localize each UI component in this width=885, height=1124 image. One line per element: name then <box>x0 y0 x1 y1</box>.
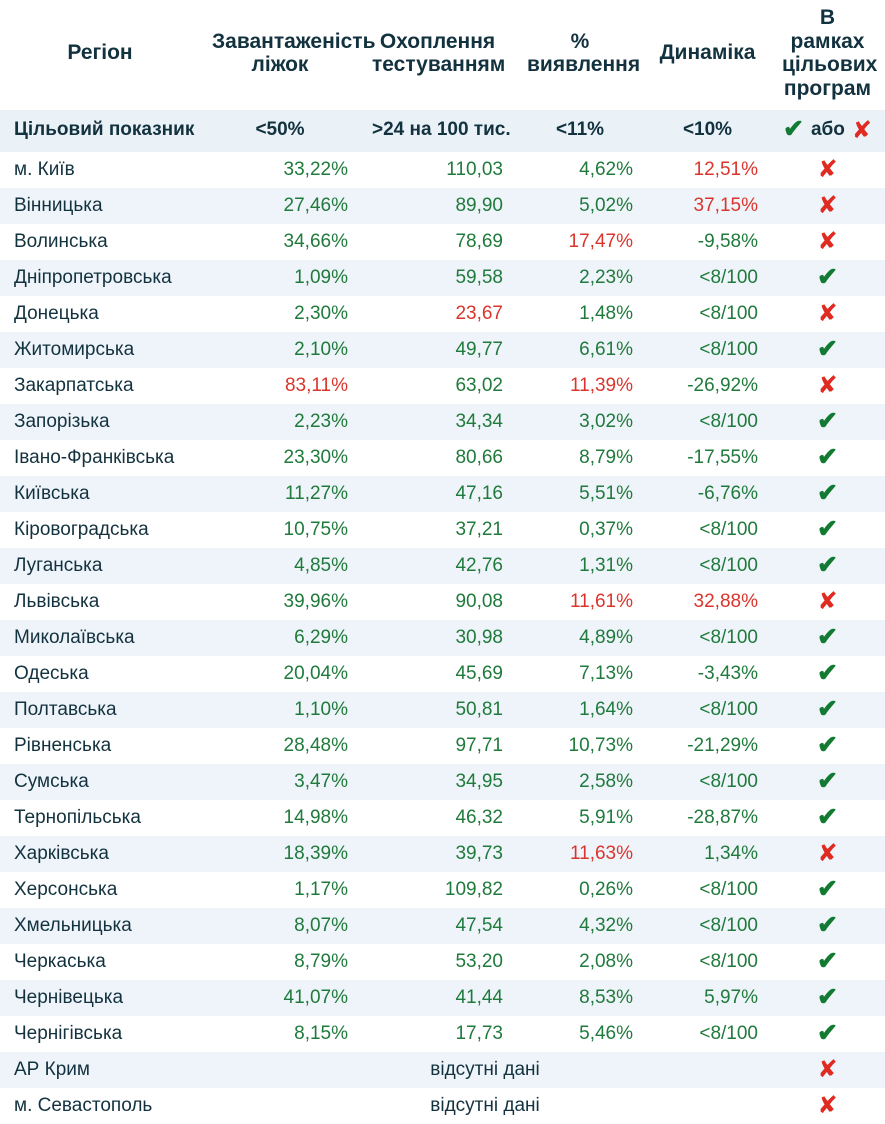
cell-detection: 0,37% <box>515 512 645 548</box>
table-row <box>0 1016 885 1052</box>
cell-region: Чернігівська <box>0 1016 200 1052</box>
cell-beds: 8,07% <box>200 908 360 944</box>
cell-dynamics: <8/100 <box>645 332 770 368</box>
target-indicator-testing: >24 на 100 тис. <box>360 110 515 152</box>
cell-dynamics: -21,29% <box>645 728 770 764</box>
cell-testing: 97,71 <box>360 728 515 764</box>
cell-region: Сумська <box>0 764 200 800</box>
cell-no-data: відсутні дані <box>200 1088 770 1124</box>
table-row <box>0 764 885 800</box>
cell-region: Тернопільська <box>0 800 200 836</box>
cell-region: Донецька <box>0 296 200 332</box>
check-icon: ✔ <box>817 407 838 436</box>
cell-region: Черкаська <box>0 944 200 980</box>
cell-target-programs <box>770 188 885 224</box>
cell-detection: 5,46% <box>515 1016 645 1052</box>
cross-icon: ✘ <box>817 587 838 616</box>
cell-testing: 47,16 <box>360 476 515 512</box>
cell-detection: 0,26% <box>515 872 645 908</box>
table-row <box>0 620 885 656</box>
cell-beds: 1,09% <box>200 260 360 296</box>
check-icon: ✔ <box>817 695 838 724</box>
target-indicator-or-label: або <box>810 118 845 140</box>
cell-beds: 4,85% <box>200 548 360 584</box>
cell-dynamics: <8/100 <box>645 692 770 728</box>
table-row <box>0 908 885 944</box>
cell-testing: 80,66 <box>360 440 515 476</box>
cell-target-programs <box>770 512 885 548</box>
check-icon: ✔ <box>817 515 838 544</box>
cross-icon: ✘ <box>817 299 838 328</box>
cell-beds: 10,75% <box>200 512 360 548</box>
cell-dynamics: <8/100 <box>645 1016 770 1052</box>
cell-target-programs <box>770 368 885 404</box>
cell-detection: 10,73% <box>515 728 645 764</box>
cell-detection: 1,64% <box>515 692 645 728</box>
check-icon: ✔ <box>817 335 838 364</box>
table-row <box>0 728 885 764</box>
column-header-testing: Охоплення тестуванням <box>360 0 515 110</box>
cell-beds: 18,39% <box>200 836 360 872</box>
cell-testing: 30,98 <box>360 620 515 656</box>
cell-beds: 2,23% <box>200 404 360 440</box>
cell-dynamics: <8/100 <box>645 872 770 908</box>
target-indicator-programs <box>770 110 885 152</box>
cell-detection: 17,47% <box>515 224 645 260</box>
cell-beds: 27,46% <box>200 188 360 224</box>
table-row <box>0 512 885 548</box>
cell-detection: 1,31% <box>515 548 645 584</box>
cell-beds: 6,29% <box>200 620 360 656</box>
cross-icon: ✘ <box>817 1091 838 1120</box>
cell-detection: 11,63% <box>515 836 645 872</box>
cell-target-programs <box>770 836 885 872</box>
cell-detection: 7,13% <box>515 656 645 692</box>
table-row <box>0 1088 885 1124</box>
cell-testing: 34,95 <box>360 764 515 800</box>
cell-dynamics: -6,76% <box>645 476 770 512</box>
cell-target-programs <box>770 692 885 728</box>
cell-region: Луганська <box>0 548 200 584</box>
cell-detection: 2,08% <box>515 944 645 980</box>
check-icon: ✔ <box>817 659 838 688</box>
cell-detection: 4,89% <box>515 620 645 656</box>
cell-region: Дніпропетровська <box>0 260 200 296</box>
cell-region: Рівненська <box>0 728 200 764</box>
cell-target-programs <box>770 260 885 296</box>
cell-detection: 3,02% <box>515 404 645 440</box>
cell-target-programs <box>770 980 885 1016</box>
cell-beds: 39,96% <box>200 584 360 620</box>
cell-beds: 23,30% <box>200 440 360 476</box>
table-row <box>0 224 885 260</box>
cell-region: Миколаївська <box>0 620 200 656</box>
table-row <box>0 332 885 368</box>
cross-icon: ✘ <box>851 115 872 144</box>
cell-beds: 34,66% <box>200 224 360 260</box>
cross-icon: ✘ <box>817 371 838 400</box>
cell-testing: 39,73 <box>360 836 515 872</box>
cell-testing: 63,02 <box>360 368 515 404</box>
cell-target-programs <box>770 548 885 584</box>
cell-beds: 1,17% <box>200 872 360 908</box>
cell-target-programs <box>770 800 885 836</box>
check-icon: ✔ <box>817 875 838 904</box>
cell-dynamics: -28,87% <box>645 800 770 836</box>
check-icon: ✔ <box>817 551 838 580</box>
target-indicator-dynamics: <10% <box>645 110 770 152</box>
cell-beds: 2,10% <box>200 332 360 368</box>
cell-region: АР Крим <box>0 1052 200 1088</box>
cell-target-programs <box>770 1088 885 1124</box>
cell-testing: 110,03 <box>360 152 515 188</box>
target-indicator-beds: <50% <box>200 110 360 152</box>
table-row <box>0 152 885 188</box>
cross-icon: ✘ <box>817 1055 838 1084</box>
table-row <box>0 836 885 872</box>
cell-beds: 28,48% <box>200 728 360 764</box>
cell-testing: 41,44 <box>360 980 515 1016</box>
table-row <box>0 692 885 728</box>
cell-detection: 2,58% <box>515 764 645 800</box>
check-icon: ✔ <box>817 983 838 1012</box>
target-indicator-row <box>0 110 885 152</box>
check-icon: ✔ <box>817 947 838 976</box>
cell-target-programs <box>770 440 885 476</box>
cell-detection: 11,39% <box>515 368 645 404</box>
cell-dynamics: 5,97% <box>645 980 770 1016</box>
table-row <box>0 260 885 296</box>
cell-target-programs <box>770 1016 885 1052</box>
cell-target-programs <box>770 404 885 440</box>
column-header-target-programs: В рамках цільових програм <box>770 0 885 110</box>
column-header-region: Регіон <box>0 0 200 110</box>
cell-detection: 6,61% <box>515 332 645 368</box>
cell-detection: 8,79% <box>515 440 645 476</box>
cell-beds: 2,30% <box>200 296 360 332</box>
table-row <box>0 188 885 224</box>
cell-target-programs <box>770 944 885 980</box>
cell-beds: 8,15% <box>200 1016 360 1052</box>
cell-target-programs <box>770 224 885 260</box>
cell-dynamics: -3,43% <box>645 656 770 692</box>
cell-dynamics: <8/100 <box>645 764 770 800</box>
cell-testing: 45,69 <box>360 656 515 692</box>
check-icon: ✔ <box>817 263 838 292</box>
cell-region: Житомирська <box>0 332 200 368</box>
cell-detection: 5,02% <box>515 188 645 224</box>
cell-testing: 59,58 <box>360 260 515 296</box>
cross-icon: ✘ <box>817 191 838 220</box>
cell-dynamics: 1,34% <box>645 836 770 872</box>
check-icon: ✔ <box>817 803 838 832</box>
cell-testing: 34,34 <box>360 404 515 440</box>
cell-dynamics: -26,92% <box>645 368 770 404</box>
cell-target-programs <box>770 584 885 620</box>
table-row <box>0 368 885 404</box>
check-icon: ✔ <box>817 479 838 508</box>
cell-region: Закарпатська <box>0 368 200 404</box>
cell-beds: 3,47% <box>200 764 360 800</box>
cell-beds: 41,07% <box>200 980 360 1016</box>
cell-beds: 33,22% <box>200 152 360 188</box>
cell-beds: 8,79% <box>200 944 360 980</box>
cross-icon: ✘ <box>817 155 838 184</box>
column-header-beds: Завантаженість ліжок <box>200 0 360 110</box>
cell-detection: 5,91% <box>515 800 645 836</box>
cell-dynamics: <8/100 <box>645 944 770 980</box>
cell-region: Київська <box>0 476 200 512</box>
cell-detection: 2,23% <box>515 260 645 296</box>
cell-region: Волинська <box>0 224 200 260</box>
cell-dynamics: -9,58% <box>645 224 770 260</box>
cell-target-programs <box>770 332 885 368</box>
cell-testing: 50,81 <box>360 692 515 728</box>
cell-region: Харківська <box>0 836 200 872</box>
cell-testing: 90,08 <box>360 584 515 620</box>
cell-target-programs <box>770 764 885 800</box>
cell-region: м. Київ <box>0 152 200 188</box>
cell-testing: 17,73 <box>360 1016 515 1052</box>
cell-dynamics: <8/100 <box>645 620 770 656</box>
column-header-detection: % виявлення <box>515 0 645 110</box>
cell-testing: 46,32 <box>360 800 515 836</box>
cell-region: Хмельницька <box>0 908 200 944</box>
cell-testing: 78,69 <box>360 224 515 260</box>
check-icon: ✔ <box>817 1019 838 1048</box>
cell-target-programs <box>770 872 885 908</box>
cell-testing: 42,76 <box>360 548 515 584</box>
cell-region: Одеська <box>0 656 200 692</box>
cell-testing: 23,67 <box>360 296 515 332</box>
cell-testing: 53,20 <box>360 944 515 980</box>
table-row <box>0 584 885 620</box>
cell-testing: 47,54 <box>360 908 515 944</box>
cell-no-data: відсутні дані <box>200 1052 770 1088</box>
cell-dynamics: <8/100 <box>645 512 770 548</box>
cell-testing: 49,77 <box>360 332 515 368</box>
table-header <box>0 0 885 110</box>
check-icon: ✔ <box>817 443 838 472</box>
table-row <box>0 656 885 692</box>
table-row <box>0 404 885 440</box>
table-row <box>0 980 885 1016</box>
check-icon: ✔ <box>817 911 838 940</box>
check-icon: ✔ <box>817 623 838 652</box>
cell-target-programs <box>770 728 885 764</box>
cross-icon: ✘ <box>817 839 838 868</box>
cell-region: Полтавська <box>0 692 200 728</box>
cell-dynamics: -17,55% <box>645 440 770 476</box>
cell-beds: 11,27% <box>200 476 360 512</box>
cell-dynamics: 32,88% <box>645 584 770 620</box>
cell-beds: 1,10% <box>200 692 360 728</box>
cell-region: Вінницька <box>0 188 200 224</box>
table-row <box>0 944 885 980</box>
column-header-dynamics: Динаміка <box>645 0 770 110</box>
check-icon: ✔ <box>817 767 838 796</box>
cell-detection: 11,61% <box>515 584 645 620</box>
cell-dynamics: 12,51% <box>645 152 770 188</box>
target-indicator-detection: <11% <box>515 110 645 152</box>
cell-target-programs <box>770 620 885 656</box>
cell-detection: 5,51% <box>515 476 645 512</box>
cell-dynamics: <8/100 <box>645 548 770 584</box>
cell-target-programs <box>770 296 885 332</box>
cell-target-programs <box>770 656 885 692</box>
cell-region: Кіровоградська <box>0 512 200 548</box>
table-row <box>0 872 885 908</box>
table-row <box>0 476 885 512</box>
cell-detection: 4,62% <box>515 152 645 188</box>
cell-dynamics: <8/100 <box>645 404 770 440</box>
table-body <box>0 110 885 1124</box>
table-row <box>0 296 885 332</box>
cell-testing: 37,21 <box>360 512 515 548</box>
cell-target-programs <box>770 1052 885 1088</box>
cell-target-programs <box>770 152 885 188</box>
cell-beds: 20,04% <box>200 656 360 692</box>
check-icon: ✔ <box>817 731 838 760</box>
cell-testing: 109,82 <box>360 872 515 908</box>
cross-icon: ✘ <box>817 227 838 256</box>
cell-region: Львівська <box>0 584 200 620</box>
table-row <box>0 800 885 836</box>
table-row <box>0 548 885 584</box>
cell-region: Запорізька <box>0 404 200 440</box>
cell-detection: 1,48% <box>515 296 645 332</box>
cell-region: Чернівецька <box>0 980 200 1016</box>
cell-region: Івано-Франківська <box>0 440 200 476</box>
check-icon: ✔ <box>783 115 804 144</box>
cell-target-programs <box>770 476 885 512</box>
cell-region: Херсонська <box>0 872 200 908</box>
cell-beds: 14,98% <box>200 800 360 836</box>
cell-detection: 8,53% <box>515 980 645 1016</box>
cell-region: м. Севастополь <box>0 1088 200 1124</box>
cell-dynamics: 37,15% <box>645 188 770 224</box>
cell-detection: 4,32% <box>515 908 645 944</box>
cell-dynamics: <8/100 <box>645 296 770 332</box>
target-indicator-label: Цільовий показник <box>0 110 200 152</box>
table-row <box>0 440 885 476</box>
cell-dynamics: <8/100 <box>645 260 770 296</box>
cell-target-programs <box>770 908 885 944</box>
cell-beds: 83,11% <box>200 368 360 404</box>
cell-dynamics: <8/100 <box>645 908 770 944</box>
table-row <box>0 1052 885 1088</box>
cell-testing: 89,90 <box>360 188 515 224</box>
